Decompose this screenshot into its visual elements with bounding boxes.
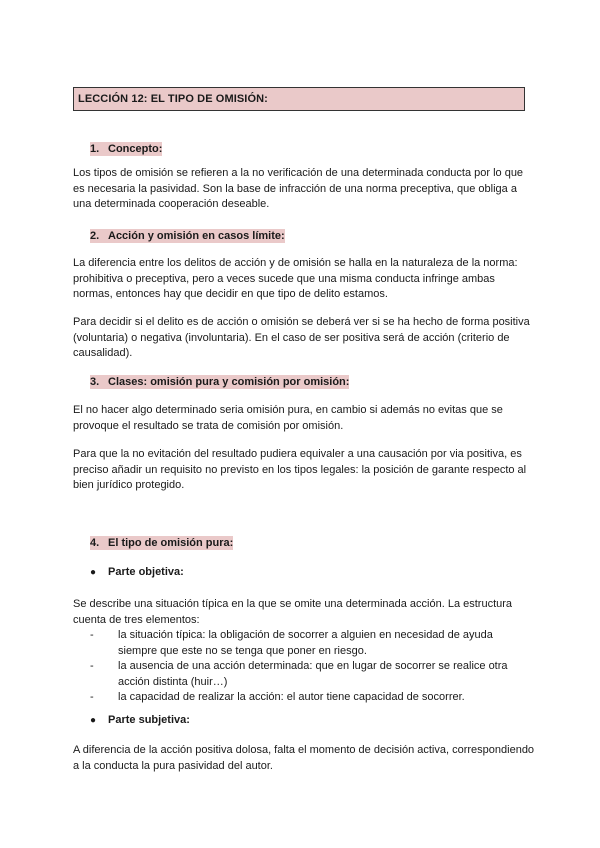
list-item (90, 659, 530, 690)
section-3-number: 3. (90, 376, 100, 388)
section-1-title: Concepto: (108, 143, 163, 155)
section-4-number: 4. (90, 537, 100, 549)
section-1-heading (90, 143, 162, 155)
section-2-title: Acción y omisión en casos límite: (108, 230, 285, 242)
section-4-title: El tipo de omisión pura: (108, 537, 234, 549)
list-item (90, 628, 530, 659)
subsection-subjetiva-heading (90, 714, 190, 726)
list-item-text: la ausencia de una acción determinada: que en lugar de socorrer se realice otra acción distinta (huir…) (118, 660, 508, 688)
section-2-heading (90, 230, 285, 242)
section-3-paragraph-1: El no hacer algo determinado seria omisión pura, en cambio si además no evitas que se provoque el resultado se trata de comisión por omisión. (73, 404, 503, 432)
section-3-heading (90, 376, 349, 388)
dash-marker: - (90, 629, 94, 641)
list-item-text: la situación típica: la obligación de socorrer a alguien en necesidad de ayuda siempre que este no se tenga que poner en riesgo. (118, 629, 493, 657)
list-item (90, 690, 530, 706)
section-1-paragraph-1: Los tipos de omisión se refieren a la no verificación de una determinada conducta por lo que es necesaria la pasividad. Son la base de infracción de una norma preceptiva, que obliga a una determinada cooperación deseable. (73, 167, 524, 210)
bullet-icon: ● (90, 567, 97, 578)
subsection-subjetiva-paragraph: A diferencia de la acción positiva dolosa, falta el momento de decisión activa, correspondiendo a la conducta la pura pasividad del autor. (73, 744, 535, 772)
lesson-title: LECCIÓN 12: EL TIPO DE OMISIÓN: (73, 87, 525, 111)
dash-marker: - (90, 691, 94, 703)
section-4-heading (90, 537, 233, 549)
elements-list (90, 628, 530, 706)
section-3-title: Clases: omisión pura y comisión por omisión: (108, 376, 350, 388)
subsection-objetiva-paragraph: Se describe una situación típica en la que se omite una determinada acción. La estructura cuenta de tres elementos: (73, 598, 513, 626)
section-3-paragraph-2: Para que la no evitación del resultado pudiera equivaler a una causación por via positiva, es preciso añadir un requisito no previsto en los tipos legales: la posición de garante respecto al bien jurídico protegido. (73, 448, 527, 491)
section-2-paragraph-1: La diferencia entre los delitos de acción y de omisión se halla en la naturaleza de la norma: prohibitiva o preceptiva, pero a veces sucede que una misma conducta infringe ambas normas, entonces hay que decidir en que tipo de delito estamos. (73, 257, 518, 300)
list-item-text: la capacidad de realizar la acción: el autor tiene capacidad de socorrer. (118, 691, 465, 703)
bullet-icon: ● (90, 715, 97, 726)
section-1-number: 1. (90, 143, 100, 155)
section-2-paragraph-2: Para decidir si el delito es de acción o omisión se deberá ver si se ha hecho de forma positiva (voluntaria) o negativa (involuntaria). En el caso de ser positiva será de acción (criterio de causalidad). (73, 316, 530, 359)
dash-marker: - (90, 660, 94, 672)
subsection-objetiva-heading (90, 566, 184, 578)
section-2-number: 2. (90, 230, 100, 242)
subsection-objetiva-title: Parte objetiva: (108, 566, 184, 578)
subsection-subjetiva-title: Parte subjetiva: (108, 714, 190, 726)
